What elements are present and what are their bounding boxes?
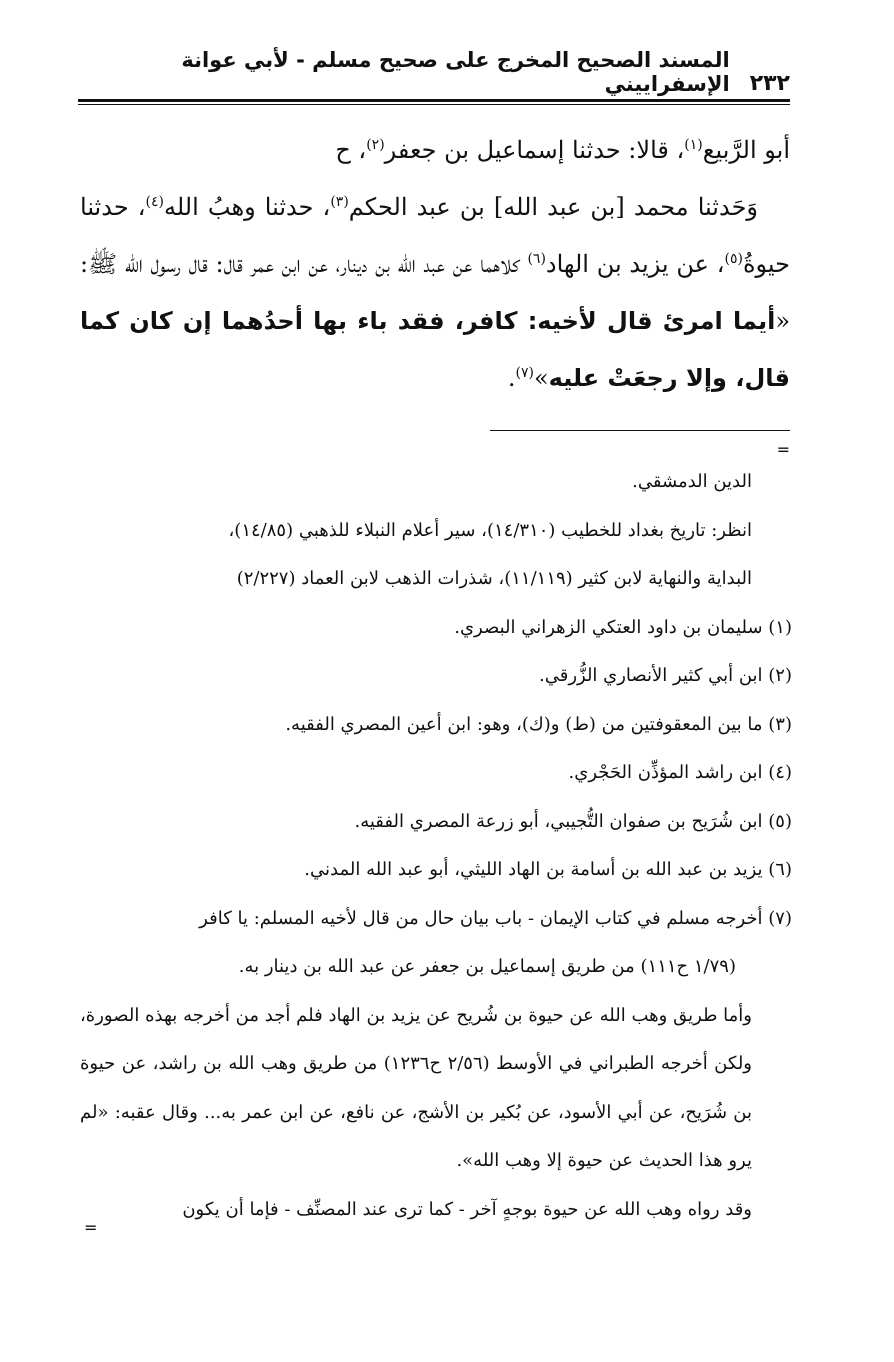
footnote-7-paragraph: وقد رواه وهب الله عن حيوة بوجهٍ آخر - كما ترى عند المصنِّف - فإما أن يكون bbox=[182, 1198, 752, 1220]
footnote-ref-3: (٣) bbox=[330, 194, 349, 210]
text-run: وَحَدثنا محمد [بن عبد الله] بن عبد الحكم bbox=[348, 193, 759, 221]
text-run: ، حدثنا وهبُ الله bbox=[163, 193, 331, 221]
main-line-1 bbox=[80, 122, 790, 179]
footnote-6: (٦) يزيد بن عبد الله بن أسامة بن الهاد الليثي، أبو عبد الله المدني. bbox=[304, 859, 792, 880]
footnote-ref-1: (١) bbox=[684, 137, 703, 153]
footnote-ref-7: (٧) bbox=[515, 365, 534, 381]
footnote-4: (٤) ابن راشد المؤذِّن الحَجْري. bbox=[568, 762, 792, 783]
main-paragraph-2 bbox=[80, 179, 790, 407]
hadith-text: أيما امرئ قال لأخيه: كافر، فقد باء بها أحدُهما إن كان كما قال، وإلا رجعَتْ عليه bbox=[80, 307, 790, 392]
text-run: أبو الرَّبيع bbox=[702, 136, 790, 164]
footnote-2: (٢) ابن أبي كثير الأنصاري الزُّرقي. bbox=[538, 665, 792, 686]
footnote-ref-5: (٥) bbox=[724, 251, 743, 267]
continuation-mark-bottom: = bbox=[84, 1218, 98, 1237]
footnote-ref-2: (٢) bbox=[366, 137, 385, 153]
footnotes bbox=[80, 458, 792, 1234]
footnote-separator bbox=[490, 430, 790, 431]
text-run: كلاهما عن عبد الله بن دينار، عن ابن عمر قال: قال رسول الله ﷺ: « bbox=[80, 250, 790, 335]
text-run: . bbox=[507, 364, 516, 392]
header-rule bbox=[78, 99, 790, 105]
footnote-7: (٧) أخرجه مسلم في كتاب الإيمان - باب بيان حال من قال لأخيه المسلم: يا كافر bbox=[199, 907, 792, 929]
footnote-ref-4: (٤) bbox=[145, 194, 164, 210]
footnote-ref-6: (٦) bbox=[527, 251, 546, 267]
footnote-7-paragraph: وأما طريق وهب الله عن حيوة بن شُريح عن يزيد بن الهاد فلم أجد من أخرجه بهذه الصورة، ولكن أخرجه الطبراني في الأوسط (٢/٥٦ ح١٢٣٦) من طريق وهب الله بن راشد، عن حيوة بن شُرَيح، عن أبي الأسود، عن بُكير بن الأشج، عن نافع، عن ابن عمر به... وقال عقبه: «لم يرو هذا الحديث عن حيوة إلا وهب الله». bbox=[80, 1004, 753, 1171]
text-run: » bbox=[533, 364, 549, 392]
footnote-7-cont: (١/٧٩ ح١١١) من طريق إسماعيل بن جعفر عن عبد الله بن دينار به. bbox=[238, 956, 736, 977]
text-run: ، قالا: حدثنا إسماعيل بن جعفر bbox=[384, 136, 685, 164]
book-title: المسند الصحيح المخرج على صحيح مسلم - لأبي عوانة الإسفراييني bbox=[181, 48, 730, 96]
footnote-3: (٣) ما بين المعقوفتين من (ط) و(ك)، وهو: ابن أعين المصري الفقيه. bbox=[285, 713, 792, 735]
text-run: ، ح bbox=[335, 136, 367, 164]
footnote-1: (١) سليمان بن داود العتكي الزهراني البصري. bbox=[454, 616, 792, 638]
continuation-mark-top: = bbox=[776, 440, 790, 459]
footnote-continuation: انظر: تاريخ بغداد للخطيب (١٤/٣١٠)، سير أعلام النبلاء للذهبي (١٤/٨٥)، bbox=[228, 519, 752, 541]
text-run: ، عن يزيد بن الهاد bbox=[545, 250, 725, 278]
footnote-continuation: الدين الدمشقي. bbox=[632, 471, 752, 492]
running-header bbox=[78, 48, 790, 96]
footnote-continuation: البداية والنهاية لابن كثير (١١/١١٩)، شذرات الذهب لابن العماد (٢/٢٢٧) bbox=[236, 568, 752, 589]
main-text bbox=[80, 122, 790, 407]
page-number: ٢٣٢ bbox=[749, 71, 790, 96]
text-run: ، حدثنا حيوةُ bbox=[80, 193, 790, 278]
footnote-5: (٥) ابن شُرَيح بن صفوان التُّجيبي، أبو زرعة المصري الفقيه. bbox=[354, 810, 792, 832]
